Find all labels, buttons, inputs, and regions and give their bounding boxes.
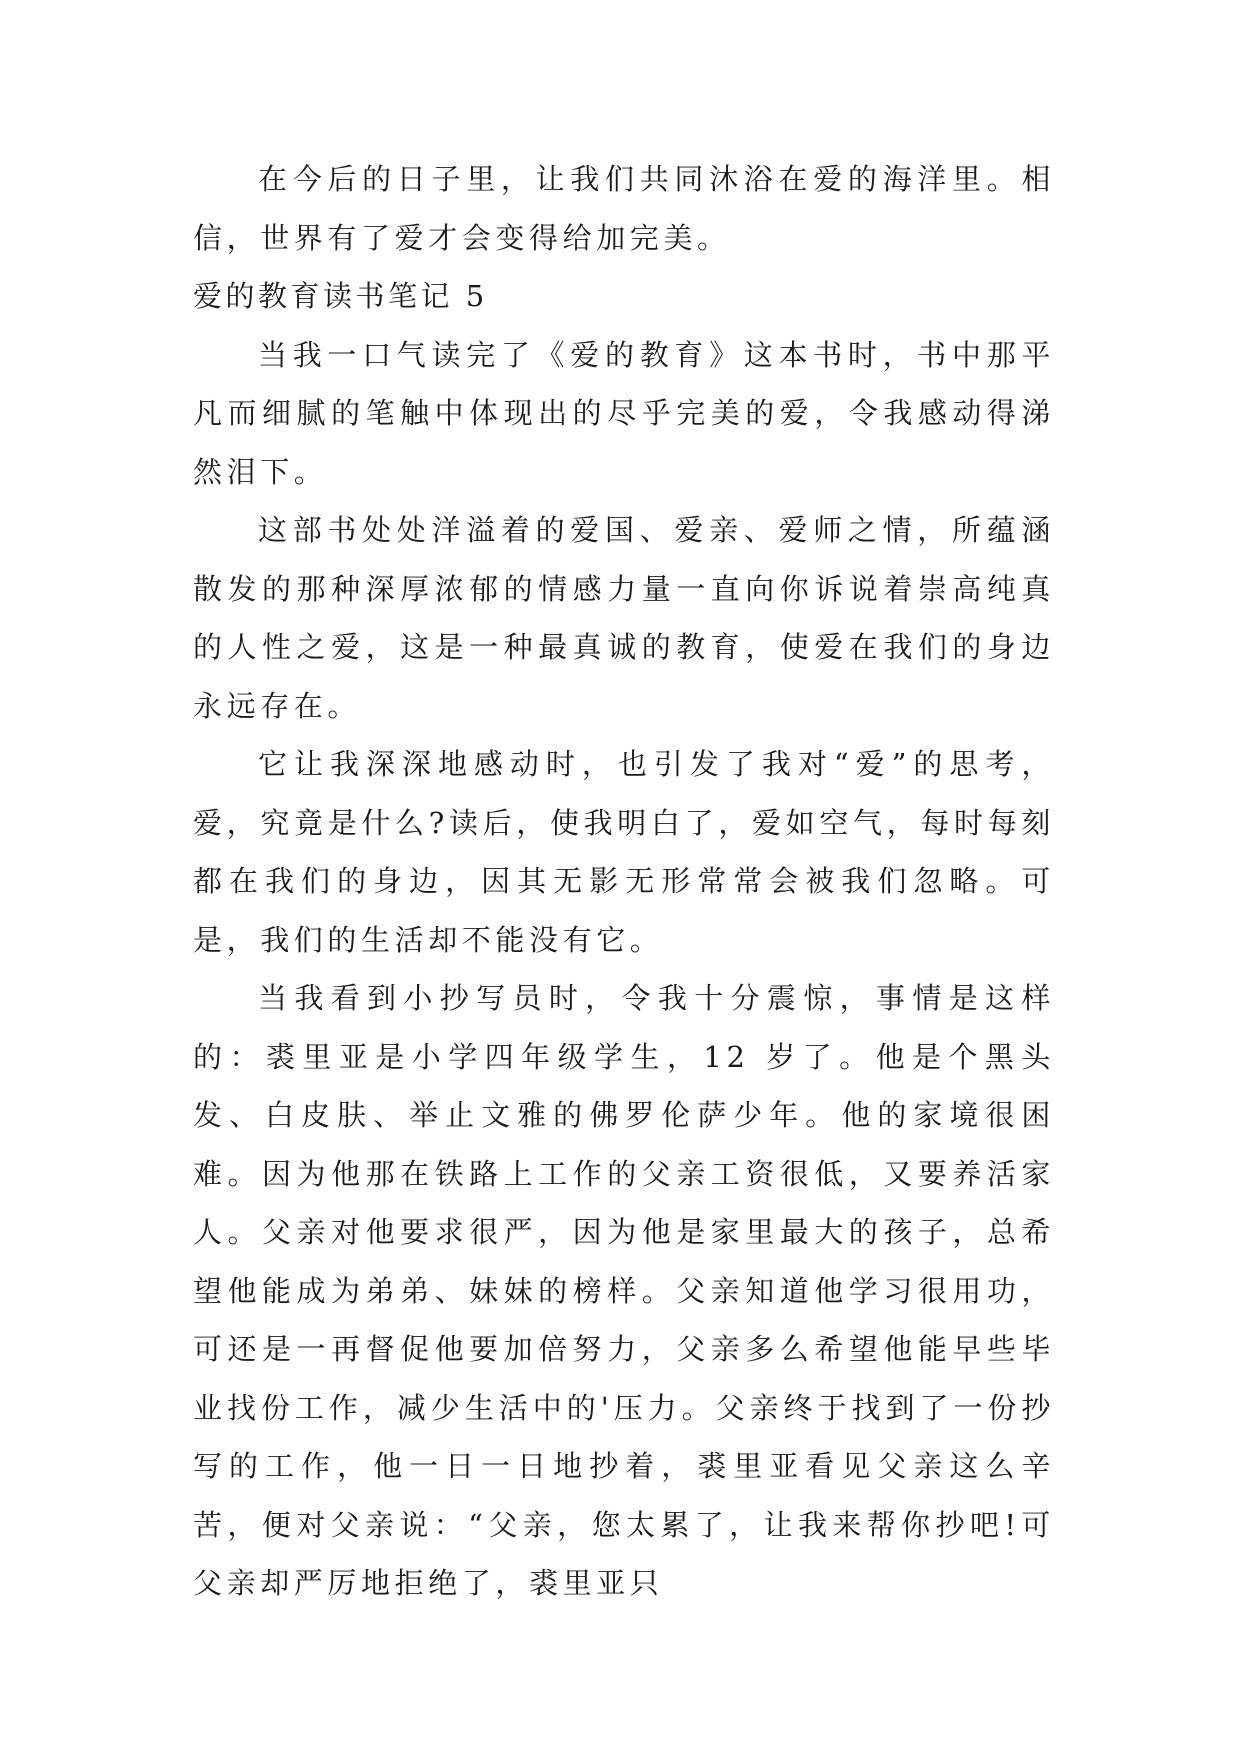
body-paragraph: 当我看到小抄写员时，令我十分震惊，事情是这样的：裘里亚是小学四年级学生，12 岁了。他是个黑头发、白皮肤、举止文雅的佛罗伦萨少年。他的家境很困难。因为他那在铁路上工作的父亲工资很低，又要养活家人。父亲对他要求很严，因为他是家里最大的孩子，总希望他能成为弟弟、妹妹的榜样。父亲知道他学习很用功，可还是一再督促他要加倍努力，父亲多么希望他能早些毕业找份工作，减少生活中的'压力。父亲终于找到了一份抄写的工作，他一日一日地抄着，裘里亚看见父亲这么辛苦，便对父亲说：“父亲，您太累了，让我来帮你抄吧!可父亲却严厉地拒绝了，裘里亚只 <box>193 981 1055 1600</box>
body-paragraph: 在今后的日子里，让我们共同沐浴在爱的海洋里。相信，世界有了爱才会变得给加完美。 <box>193 162 1055 255</box>
body-paragraph: 这部书处处洋溢着的爱国、爱亲、爱师之情，所蕴涵散发的那种深厚浓郁的情感力量一直向你诉说着崇高纯真的人性之爱，这是一种最真诚的教育，使爱在我们的身边永远存在。 <box>193 513 1055 723</box>
section-heading: 爱的教育读书笔记 5 <box>193 279 488 313</box>
body-paragraph: 它让我深深地感动时，也引发了我对“爱”的思考，爱，究竟是什么?读后，使我明白了，爱如空气，每时每刻都在我们的身边，因其无影无形常常会被我们忽略。可是，我们的生活却不能没有它。 <box>193 747 1055 957</box>
body-paragraph: 当我一口气读完了《爱的教育》这本书时，书中那平凡而细腻的笔触中体现出的尽乎完美的爱，令我感动得涕然泪下。 <box>193 337 1055 489</box>
document-page <box>193 150 1055 1613</box>
